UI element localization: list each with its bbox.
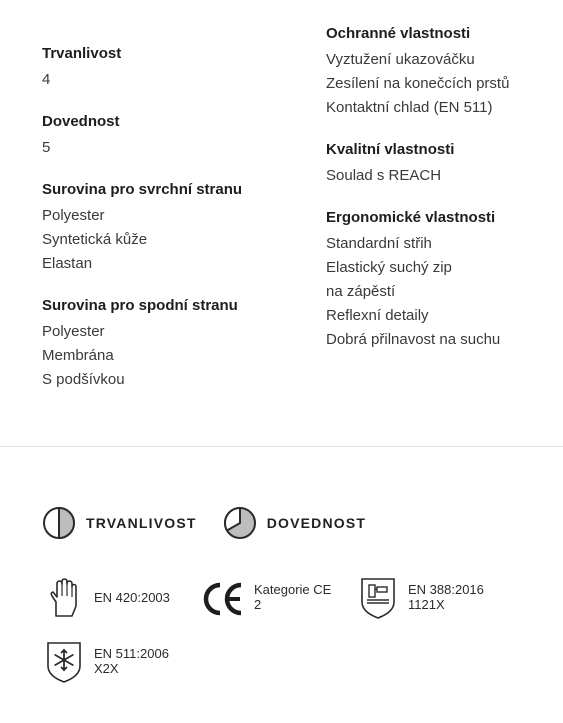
cert-en420	[44, 576, 170, 620]
spec-value: Reflexní detaily	[326, 307, 429, 324]
cert-code: X2X	[94, 661, 119, 676]
cert-en388	[358, 576, 484, 620]
rating-durability-label: TRVANLIVOST	[86, 515, 197, 531]
cert-ce	[200, 578, 331, 618]
mechanical-hammer-shield-icon	[358, 576, 398, 620]
cert-standard: EN 420:2003	[94, 590, 170, 605]
spec-value: Vyztužení ukazováčku	[326, 51, 475, 68]
spec-title: Surovina pro spodní stranu	[42, 297, 238, 314]
dexterity-pie-circle-icon	[223, 506, 257, 540]
cert-category: Kategorie CE	[254, 582, 332, 597]
spec-title: Ochranné vlastnosti	[326, 25, 471, 42]
spec-group-protective	[326, 24, 556, 120]
ratings-legend	[42, 506, 392, 540]
spec-value: Membrána	[42, 347, 114, 364]
spec-group-quality	[326, 140, 556, 188]
spec-title: Dovednost	[42, 113, 120, 130]
spec-value: Soulad s REACH	[326, 167, 442, 184]
rating-dexterity-label: DOVEDNOST	[266, 515, 367, 531]
spec-value: Standardní střih	[326, 235, 432, 252]
cert-en511	[44, 640, 169, 684]
spec-value: Dobrá přilnavost na suchu	[326, 331, 501, 348]
cert-en388-text	[408, 576, 484, 612]
spec-value: 5	[42, 139, 51, 156]
spec-group-lower-material	[42, 296, 302, 392]
cert-code: 1121X	[408, 597, 445, 612]
durability-half-circle-icon	[42, 506, 76, 540]
snowflake-shield-icon	[44, 640, 84, 684]
spec-value: na zápěstí	[326, 283, 396, 300]
ce-mark-icon	[200, 578, 244, 618]
cert-en420-text	[94, 576, 170, 605]
spec-value: Polyester	[42, 323, 105, 340]
spec-title: Ergonomické vlastnosti	[326, 209, 496, 226]
cert-en511-text	[94, 640, 169, 676]
rating-durability	[42, 506, 197, 540]
spec-value: Elastický suchý zip	[326, 259, 452, 276]
spec-value: Polyester	[42, 207, 105, 224]
spec-group-durability	[42, 44, 302, 92]
spec-value: Elastan	[42, 255, 93, 272]
spec-value: Kontaktní chlad (EN 511)	[326, 99, 493, 116]
spec-title: Surovina pro svrchní stranu	[42, 181, 243, 198]
spec-value: Syntetická kůže	[42, 231, 148, 248]
spec-group-ergonomic	[326, 208, 556, 352]
spec-title: Kvalitní vlastnosti	[326, 141, 455, 158]
cert-standard: EN 388:2016	[408, 582, 484, 597]
glove-hand-icon	[44, 576, 84, 620]
spec-value: 4	[42, 71, 51, 88]
spec-group-upper-material	[42, 180, 302, 276]
spec-group-dexterity	[42, 112, 302, 160]
cert-standard: EN 511:2006	[94, 646, 169, 661]
cert-ce-text	[254, 578, 331, 612]
specs-left-column	[42, 44, 302, 412]
spec-value: S podšívkou	[42, 371, 125, 388]
specs-right-column	[326, 24, 556, 372]
section-divider	[0, 446, 563, 447]
cert-category-value: 2	[254, 597, 262, 612]
rating-dexterity	[223, 506, 366, 540]
spec-title: Trvanlivost	[42, 45, 122, 62]
spec-value: Zesílení na konečcích prstů	[326, 75, 510, 92]
